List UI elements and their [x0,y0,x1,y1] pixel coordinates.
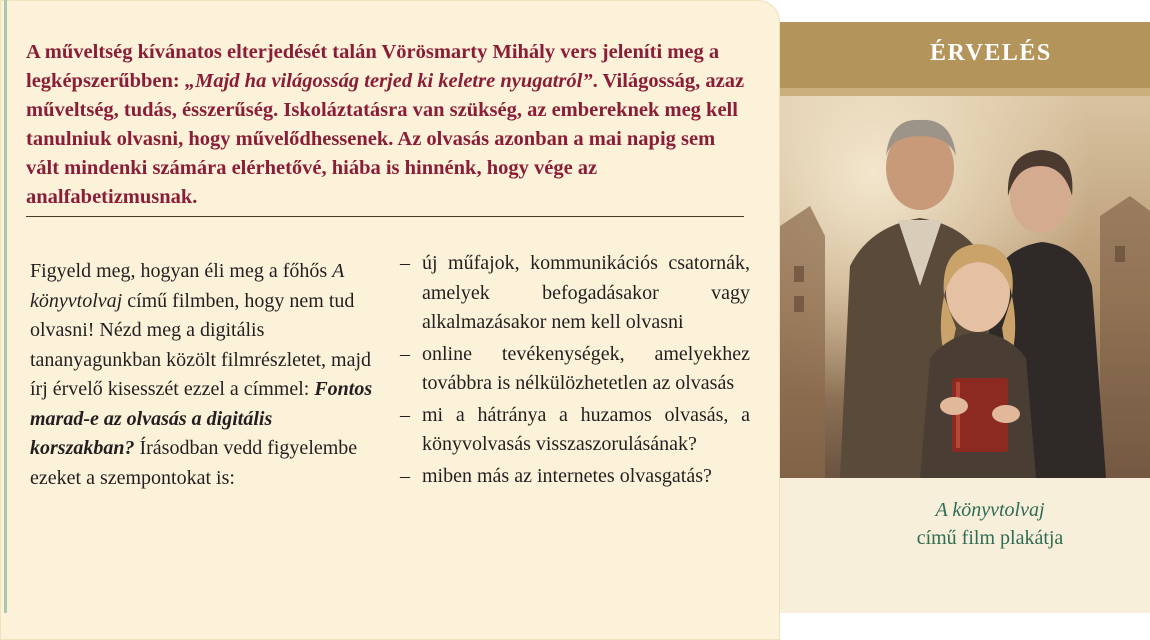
list-item-text: mi a hátránya a huzamos olvasás, a könyvolvasás visszaszorulásának? [422,403,750,455]
card-left-rule [4,0,7,613]
caption-film-title: A könyvtolvaj [935,499,1045,521]
list-item [400,249,750,338]
task-part3: Írásodban vedd figyelembe ezeket a szempontokat is: [30,437,358,489]
list-item [400,401,750,460]
task-part2: című filmben, hogy nem tud olvasni! Nézd meg a digitális tananyagunkban közölt filmrészletet, majd írj érvelő kisesszét ezzel a címmel: [30,289,371,400]
section-divider [26,216,744,217]
header-strip [780,88,1150,96]
list-item-text: miben más az internetes olvasgatás? [422,464,712,487]
intro-paragraph [26,38,746,212]
list-item [400,340,750,399]
essay-title: Fontos marad-e az olvasás a digitális korszakban? [30,378,373,459]
aspects-list [400,249,750,491]
list-dash: – [400,252,410,274]
aspects-list-column [400,249,750,493]
intro-part1: A műveltség kívánatos elterjedését talán Vörösmarty Mihály vers jeleníti meg a legképszerűbben: [26,41,720,92]
task-film-title: A könyvtolvaj [30,260,345,312]
movie-poster-image [780,96,1150,478]
list-dash: – [400,464,410,487]
poster-panel [780,96,1150,613]
caption-rest: című film plakátja [916,527,1064,549]
poster-caption [840,496,1140,552]
vorosmarty-quote: „Majd ha világosság terjed ki keletre nyugatról” [184,70,593,92]
list-dash: – [400,342,410,365]
section-label: ÉRVELÉS [930,40,1052,66]
side-panel [780,0,1150,613]
list-item-text: online tevékenységek, amelyekhez továbbra is nélkülözhetetlen az olvasás [422,342,750,394]
task-paragraph [30,257,380,493]
intro-part2: . Világosság, azaz műveltség, tudás, ésszerűség. Iskoláztatásra van szükség, az embereknek meg kell tanulniuk olvasni, hogy művelődhessenek. Az olvasás azonban a mai napig sem vált mindenki számára elérhetővé, hiába is hinnénk, hogy vége az analfabetizmusnak. [26,70,745,208]
section-header [780,22,1150,96]
list-item-text: új műfajok, kommunikációs csatornák, amelyek befogadásakor vagy alkalmazásakor nem kell olvasni [422,252,750,333]
list-dash: – [400,403,410,426]
list-item [400,462,750,492]
task-part1: Figyeld meg, hogyan éli meg a főhős [30,260,333,282]
